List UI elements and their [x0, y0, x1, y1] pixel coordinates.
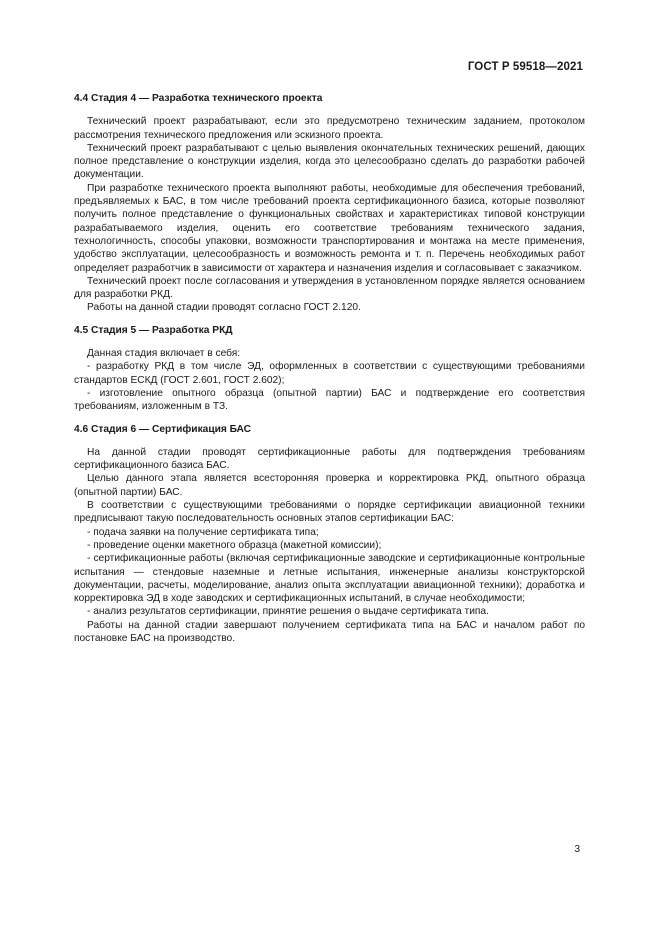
paragraph: Технический проект разрабатывают, если это предусмотрено техническим заданием, протоколом рассмотрения технического предложения или эскизного проекта. [74, 116, 585, 141]
page-number: 3 [574, 844, 580, 855]
paragraph: - изготовление опытного образца (опытной партии) БАС и подтверждение его соответствия требованиям, изложенным в ТЗ. [74, 387, 585, 413]
paragraph: Целью данного этапа является всесторонняя проверка и корректировка РКД, опытного образца (опытной партии) БАС. [74, 473, 585, 498]
paragraph: Технический проект после согласования и утверждения в установленном порядке является основанием для разработки РКД. [74, 275, 585, 301]
paragraph: В соответствии с существующими требованиями о порядке сертификации авиационной техники предписывают такую последовательность основных этапов сертификации БАС: [74, 500, 585, 525]
paragraph: При разработке технического проекта выполняют работы, необходимые для обеспечения требований, предъявляемых к БАС, в том числе требований проекта сертификационного базиса, которые позволяют получить полное представление о функциональных свойствах и характеристиках типовой конструкции разрабатываемого изделия, оценить его соответствие требованиям технического задания, технологичность, способы упаковки, возможности транспортирования и монтажа на месте применения, удобство эксплуатации, целесообразность и возможность ремонта и т. п. Перечень необходимых работ определяет разработчик в зависимости от характера и назначения изделия и согласовывает с заказчиком. [74, 182, 585, 274]
paragraph: - подача заявки на получение сертификата типа; [87, 526, 319, 538]
section-heading: 4.5 Стадия 5 — Разработка РКД [74, 324, 233, 336]
paragraph: - сертификационные работы (включая сертификационные заводские и сертификационные контрольные испытания — стендовые наземные и летные испытания, инженерные анализы конструкторской документации, расчеты, моделирование, анализ опыта эксплуатации авиационной техники); доработка и корректировка ЭД в ходе заводских и сертификационных испытаний, в случае необходимости; [74, 553, 585, 605]
section-heading: 4.4 Стадия 4 — Разработка технического проекта [74, 93, 323, 104]
section-4-5 [74, 324, 585, 414]
standard-number: ГОСТ Р 59518—2021 [467, 61, 583, 73]
page-content [74, 92, 585, 645]
section-4-4 [74, 92, 585, 315]
section-4-6 [74, 423, 585, 646]
paragraph: На данной стадии проводят сертификационные работы для подтверждения требованиям сертификационного базиса БАС. [74, 446, 585, 472]
section-heading: 4.6 Стадия 6 — Сертификация БАС [74, 423, 252, 435]
paragraph: Данная стадия включает в себя: [87, 348, 241, 360]
paragraph: - проведение оценки макетного образца (макетной комиссии); [87, 539, 382, 551]
paragraph: Работы на данной стадии завершают получением сертификата типа на БАС и началом работ по постановке БАС на производство. [74, 619, 585, 644]
paragraph: Технический проект разрабатывают с целью выявления окончательных технических решений, дающих полное представление о конструкции изделия, когда это целесообразно сделать до разработки рабочей документации. [74, 142, 585, 181]
paragraph: Работы на данной стадии проводят согласно ГОСТ 2.120. [87, 302, 361, 314]
paragraph: - анализ результатов сертификации, принятие решения о выдаче сертификата типа. [87, 606, 489, 618]
paragraph: - разработку РКД в том числе ЭД, оформленных в соответствии с существующими требованиями стандартов ЕСКД (ГОСТ 2.601, ГОСТ 2.602); [74, 361, 585, 386]
